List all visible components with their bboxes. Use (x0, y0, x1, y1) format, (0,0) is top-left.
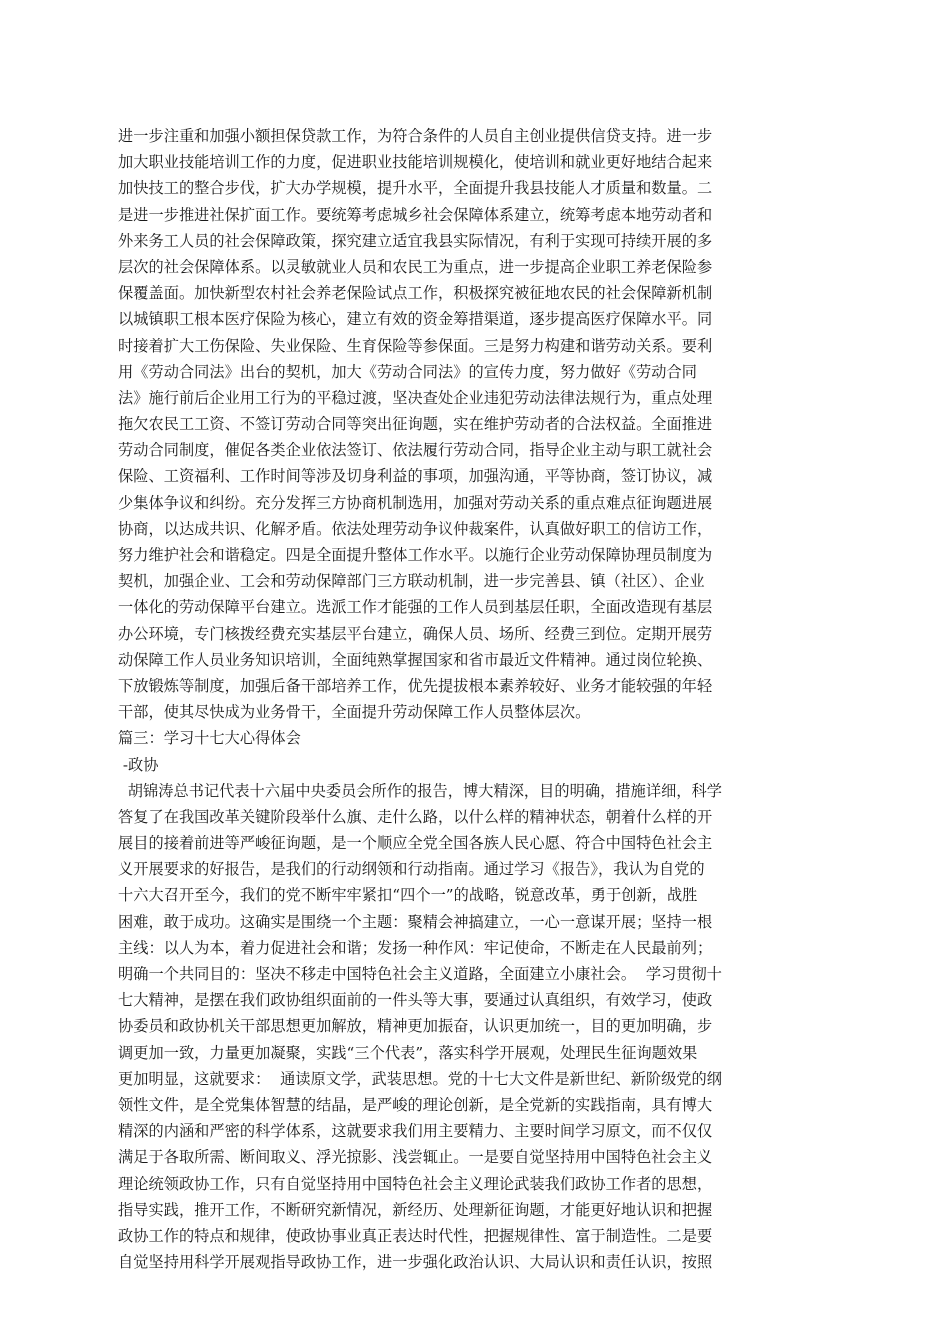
paragraph-line: 劳动合同制度，催促各类企业依法签订、依法履行劳动合同，指导企业主动与职工就社会 (118, 441, 713, 460)
paragraph-line: 努力维护社会和谐稳定。四是全面提升整体工作水平。以施行企业劳动保障协理员制度为 (118, 546, 713, 564)
paragraph-line: 领性文件，是全党集体智慧的结晶，是严峻的理论创新，是全党新的实践指南，具有博大 (118, 1095, 713, 1114)
paragraph-line: 保险、工资福利、工作时间等涉及切身利益的事项，加强沟通，平等协商，签订协议，减 (118, 467, 713, 486)
paragraph-line: 办公环境，专门核拨经费充实基层平台建立，确保人员、场所、经费三到位。定期开展劳 (118, 624, 713, 643)
paragraph-line: 加大职业技能培训工作的力度，促进职业技能培训规模化，使培训和就业更好地结合起来 (118, 153, 713, 172)
paragraph-line: 是进一步推进社保扩面工作。要统筹考虑城乡社会保障体系建立，统筹考虑本地劳动者和 (118, 205, 713, 224)
paragraph-line: 主线：以人为本，着力促进社会和谐；发扬一种作风：牢记使命，不断走在人民最前列； (118, 938, 713, 957)
section-heading: 篇三：学习十七大心得体会 (118, 729, 301, 748)
paragraph-line: 用《劳动合同法》出台的契机，加大《劳动合同法》的宣传力度，努力做好《劳动合同 (118, 362, 698, 381)
paragraph-line: 保覆盖面。加快新型农村社会养老保险试点工作，积极探究被征地农民的社会保障新机制 (118, 284, 713, 303)
paragraph-line: 政协工作的特点和规律，使政协事业真正表达时代性，把握规律性、富于制造性。二是要 (118, 1226, 713, 1245)
document-page (118, 123, 808, 1275)
paragraph-line: 七大精神，是摆在我们政协组织面前的一件头等大事，要通过认真组织，有效学习，使政 (118, 991, 713, 1010)
paragraph-line: 少集体争议和纠纷。充分发挥三方协商机制选用，加强对劳动关系的重点难点征询题进展 (118, 493, 713, 512)
paragraph-line: 义开展要求的好报告，是我们的行动纲领和行动指南。通过学习《报告》，我认为自党的 (118, 860, 705, 879)
paragraph-line: 契机，加强企业、工会和劳动保障部门三方联动机制，进一步完善县、镇（社区）、企业 (118, 572, 705, 591)
paragraph-line: 一体化的劳动保障平台建立。选派工作才能强的工作人员到基层任职，全面改造现有基层 (118, 598, 713, 617)
paragraph-line: 胡锦涛总书记代表十六届中央委员会所作的报告，博大精深，目的明确，措施详细，科学 (118, 781, 723, 800)
paragraph-line: 困难，敢于成功。这确实是围绕一个主题：聚精会神搞建立，一心一意谋开展；坚持一根 (118, 912, 713, 931)
section-three-body (118, 778, 808, 1276)
paragraph-line: 答复了在我国改革关键阶段举什么旗、走什么路，以什么样的精神状态，朝着什么样的开 (118, 807, 713, 826)
paragraph-line: 理论统领政协工作，只有自觉坚持用中国特色社会主义理论武装我们政协工作者的思想， (118, 1174, 713, 1193)
paragraph-line: 下放锻炼等制度，加强后备干部培养工作，优先提拔根本素养较好、业务才能较强的年轻 (118, 676, 713, 695)
paragraph-line: 协商，以达成共识、化解矛盾。依法处理劳动争议仲裁案件，认真做好职工的信访工作， (118, 519, 713, 538)
paragraph-line: 自觉坚持用科学开展观指导政协工作，进一步强化政治认识、大局认识和责任认识，按照 (118, 1253, 713, 1272)
paragraph-line: 满足于各取所需、断间取义、浮光掠影、浅尝辄止。一是要自觉坚持用中国特色社会主义 (118, 1148, 713, 1167)
paragraph-line: 以城镇职工根本医疗保险为核心，建立有效的资金筹措渠道，逐步提高医疗保障水平。同 (118, 310, 713, 329)
paragraph-line: 加快技工的整合步伐，扩大办学规模，提升水平，全面提升我县技能人才质量和数量。二 (118, 179, 713, 198)
section-one-body (118, 123, 808, 725)
paragraph-line: 法》施行前后企业用工行为的平稳过渡，坚决查处企业违犯劳动法律法规行为，重点处理 (118, 388, 713, 407)
paragraph-line: 十六大召开至今，我们的党不断牢牢紧扣“四个一”的战略，锐意改革，勇于创新，战胜 (118, 886, 698, 905)
paragraph-line: 时接着扩大工伤保险、失业保险、生育保险等参保面。三是努力构建和谐劳动关系。要利 (118, 336, 713, 355)
paragraph-line: 外来务工人员的社会保障政策，探究建立适宜我县实际情况，有利于实现可持续开展的多 (118, 231, 713, 250)
paragraph-line: 明确一个共同目的：坚决不移走中国特色社会主义道路，全面建立小康社会。 学习贯彻十 (118, 965, 723, 983)
paragraph-line: 干部，使其尽快成为业务骨干，全面提升劳动保障工作人员整体层次。 (118, 703, 591, 722)
paragraph-line: 更加明显，这就要求： 通读原文学，武装思想。党的十七大文件是新世纪、新阶级党的纲 (118, 1069, 723, 1088)
paragraph-line: 进一步注重和加强小额担保贷款工作，为符合条件的人员自主创业提供信贷支持。进一步 (118, 127, 713, 145)
paragraph-line: 协委员和政协机关干部思想更加解放，精神更加振奋，认识更加统一，目的更加明确，步 (118, 1017, 713, 1036)
paragraph-line: 调更加一致，力量更加凝聚，实践“三个代表”，落实科学开展观，处理民生征询题效果 (118, 1043, 698, 1062)
paragraph-line: 精深的内涵和严密的科学体系，这就要求我们用主要精力、主要时间学习原文，而不仅仅 (118, 1122, 713, 1141)
paragraph-line: 指导实践，推开工作，不断研究新情况，新经历、处理新征询题，才能更好地认识和把握 (118, 1200, 713, 1219)
paragraph-line: 拖欠农民工工资、不签订劳动合同等突出征询题，实在维护劳动者的合法权益。全面推进 (118, 415, 713, 434)
paragraph-line: 动保障工作人员业务知识培训，全面纯熟掌握国家和省市最近文件精神。通过岗位轮换、 (118, 650, 713, 669)
paragraph-line: 层次的社会保障体系。以灵敏就业人员和农民工为重点，进一步提高企业职工养老保险参 (118, 257, 713, 276)
section-byline: -政协 (118, 755, 159, 774)
paragraph-line: 展目的接着前进等严峻征询题，是一个顺应全党全国各族人民心愿、符合中国特色社会主 (118, 834, 713, 853)
